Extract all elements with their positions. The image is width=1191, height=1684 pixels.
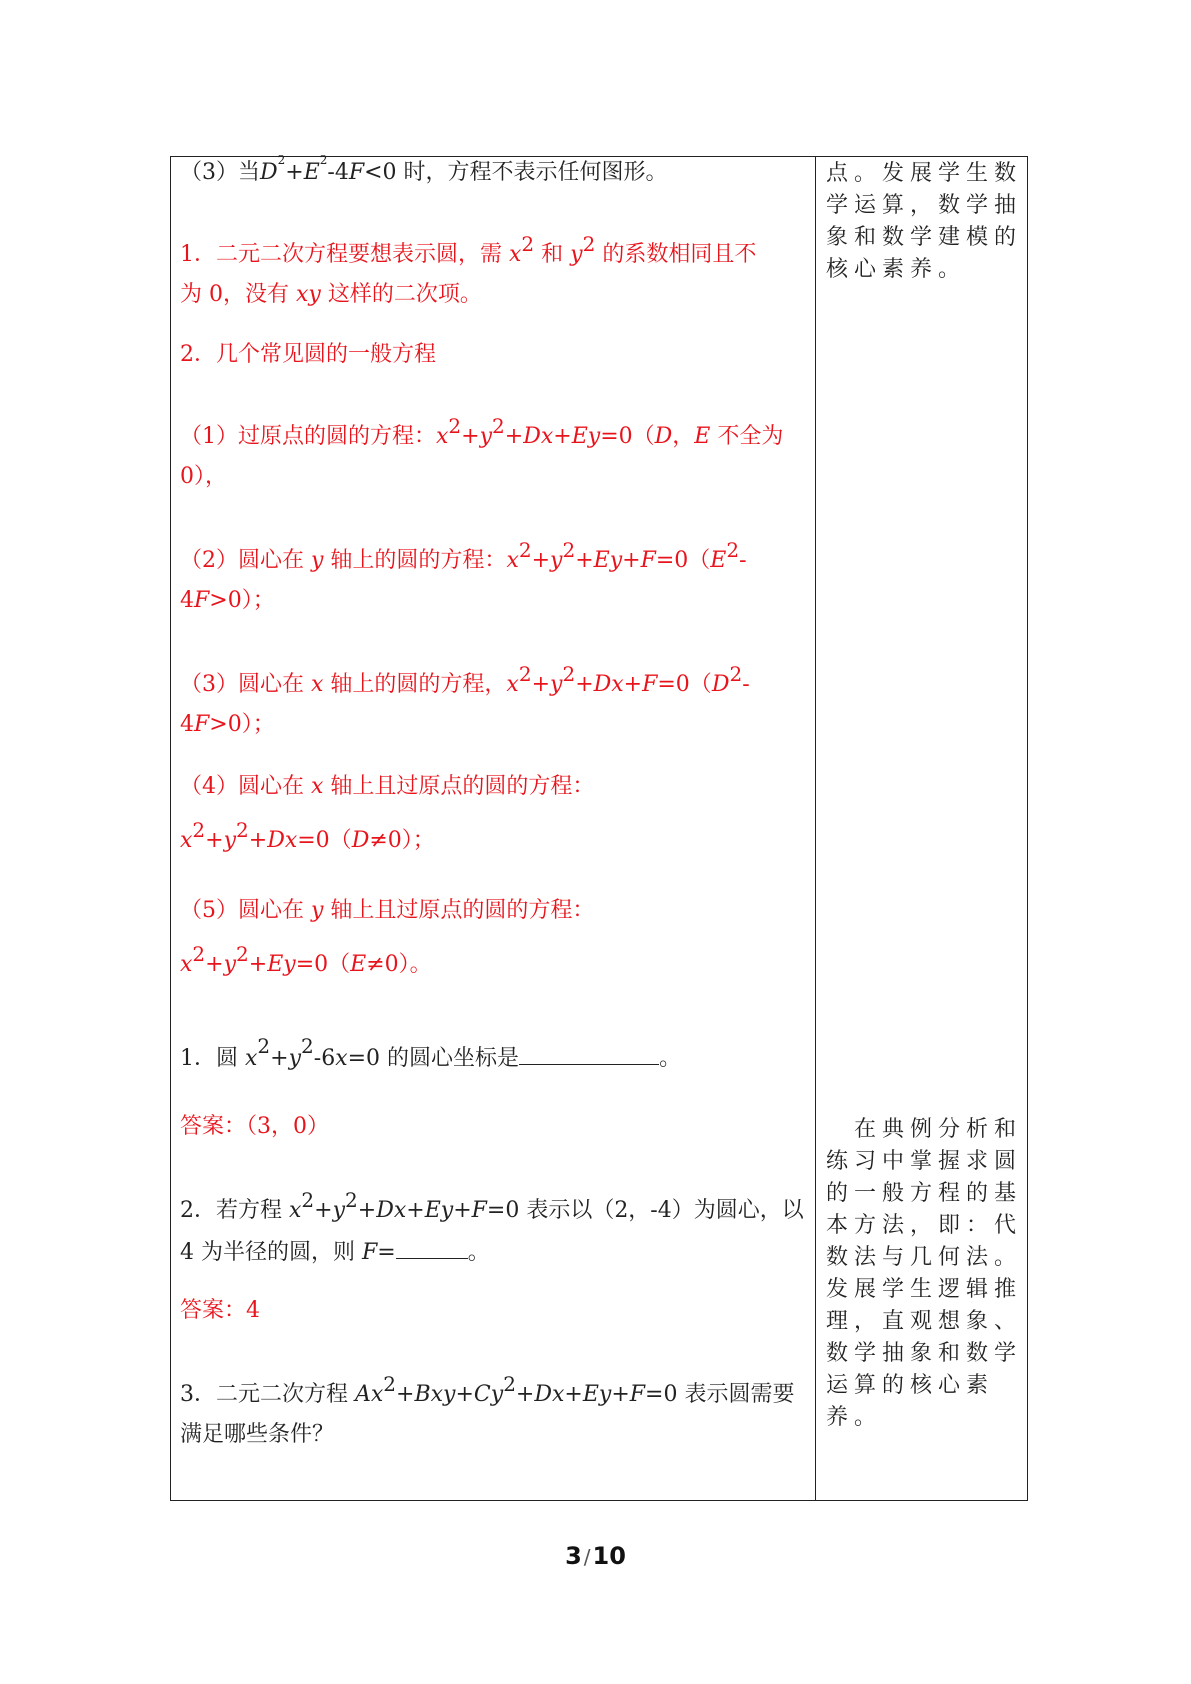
column-divider xyxy=(815,156,816,1501)
side-note-bottom-line: 发展学生逻辑推 xyxy=(826,1277,1023,1302)
side-note-bottom-line: 在典例分析和 xyxy=(826,1117,1023,1142)
side-note-bottom-line: 数法与几何法。 xyxy=(826,1245,1023,1270)
page-current: 3 xyxy=(565,1542,582,1570)
side-note-top-line: 点。发展学生数 xyxy=(826,161,1023,186)
case-2-line-1: （2）圆心在 y 轴上的圆的方程：$x^2+y^2+Ey+F=0(E^2-$ xyxy=(180,538,747,573)
case-2-line-2: 4F>0）； xyxy=(180,588,275,613)
condition-line: （3）当$D^2+E^2-4F<0$ 时，方程不表示任何图形。 xyxy=(180,153,668,185)
question-1: 1．圆 $x^2+y^2-6x=0$ 的圆心坐标是 。 xyxy=(180,1034,682,1071)
case-3-line-1: （3）圆心在 x 轴上的圆的方程，$x^2+y^2+Dx+F=0(D^2-$ xyxy=(180,662,750,697)
side-note-top-line: 象和数学建模的 xyxy=(826,225,1023,250)
case-4-line-2: $x^2+y^2+Dx=0(D\ne 0)$； xyxy=(180,818,435,853)
side-note-bottom-line: 练习中掌握求圆 xyxy=(826,1149,1023,1174)
note-1-line-1: 1．二元二次方程要想表示圆，需 $x^2$ 和 $y^2$ 的系数相同且不 xyxy=(180,232,757,267)
case-5-line-2: $x^2+y^2+Ey=0(E\ne 0)$。 xyxy=(180,942,432,977)
answer-2: 答案：4 xyxy=(180,1298,260,1323)
note-2-title: 2．几个常见圆的一般方程 xyxy=(180,342,436,367)
page-number xyxy=(0,1542,1191,1570)
page-separator: / xyxy=(583,1545,591,1569)
case-5-line-1: （5）圆心在 y 轴上且过原点的圆的方程： xyxy=(180,898,595,923)
side-note-top-line: 学运算，数学抽 xyxy=(826,193,1023,218)
answer-blank-2 xyxy=(396,1236,468,1259)
side-note-bottom-line: 理，直观想象、 xyxy=(826,1309,1023,1334)
question-3-line-2: 满足哪些条件？ xyxy=(180,1422,335,1447)
main-column xyxy=(180,153,810,1501)
side-note-bottom-line: 养。 xyxy=(826,1405,883,1430)
case-3-line-2: 4F>0）； xyxy=(180,712,275,737)
question-3-line-1: 3．二元二次方程 $Ax^2+Bxy+Cy^2+Dx+Ey+F=0$ 表示圆需要 xyxy=(180,1372,795,1407)
case-1-line-1: （1）过原点的圆的方程：$x^2+y^2+Dx+Ey=0(D$，E 不全为 xyxy=(180,414,784,449)
side-column xyxy=(826,156,1023,1501)
note-1-line-2: 为 0，没有 xy 这样的二次项。 xyxy=(180,282,482,307)
case-1-line-2: 0）， xyxy=(180,464,227,489)
case-4-line-1: （4）圆心在 x 轴上且过原点的圆的方程： xyxy=(180,774,595,799)
question-2-line-2: 4 为半径的圆，则 F= 。 xyxy=(180,1236,490,1268)
answer-1: 答案：（3，0） xyxy=(180,1114,329,1139)
answer-blank-1 xyxy=(519,1042,659,1065)
page-total: 10 xyxy=(592,1542,626,1570)
side-note-bottom-line: 的一般方程的基 xyxy=(826,1181,1023,1206)
question-2-line-1: 2．若方程 $x^2+y^2+Dx+Ey+F=0$ 表示以（2，-4）为圆心，以 xyxy=(180,1188,804,1223)
side-note-bottom-line: 运算的核心素 xyxy=(826,1373,995,1398)
side-note-top-line: 核心素养。 xyxy=(826,257,967,282)
side-note-bottom-line: 本方法，即：代 xyxy=(826,1213,1023,1238)
side-note-bottom-line: 数学抽象和数学 xyxy=(826,1341,1023,1366)
